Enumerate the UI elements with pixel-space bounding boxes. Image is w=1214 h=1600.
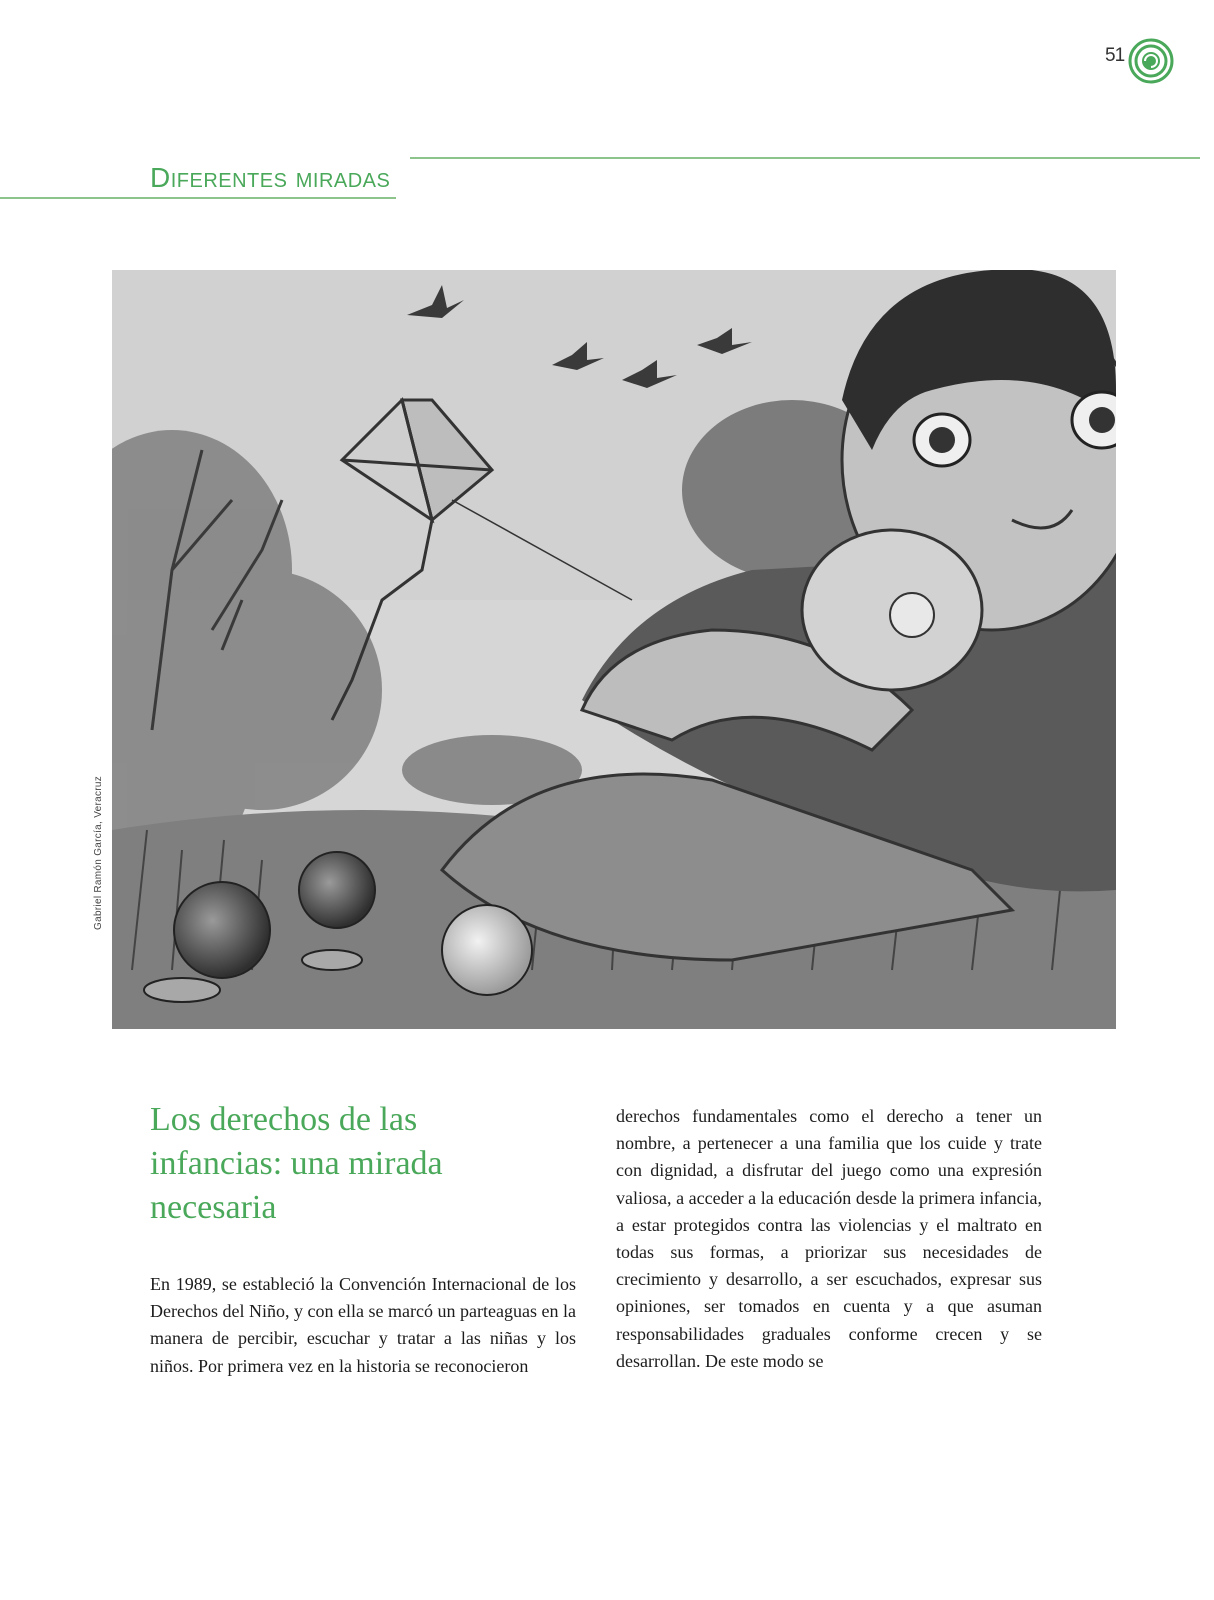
article-column-right (616, 1103, 1042, 1375)
illustration-credit: Gabriel Ramón García, Veracruz (93, 775, 104, 930)
header-rule-top (410, 157, 1200, 159)
page-number: 51 (1105, 45, 1125, 66)
article-column-left (150, 1271, 576, 1380)
header-rule-bottom (0, 197, 396, 199)
paragraph-left: En 1989, se estableció la Convención Internacional de los Derechos del Niño, y con ella se marcó un parteaguas en la manera de percibir, escuchar y tratar a las niñas y los niños. Por primera vez en la historia se reconocieron (150, 1274, 576, 1376)
drawing-svg (112, 270, 1116, 1029)
pencil-drawing-illustration (112, 270, 1116, 1029)
paragraph-right: derechos fundamentales como el derecho a tener un nombre, a pertenecer a una familia que los cuide y trate con dignidad, a disfrutar del juego como una expresión valiosa, a acceder a la educación desde la primera infancia, a estar protegidos contra las violencias y el maltrato en todas sus formas, a priorizar sus necesidades de crecimiento y desarrollo, a ser escuchados, expresar sus opiniones, ser tomados en cuenta y a que asuman responsabilidades graduales conforme crecen y se desarrollan. De este modo se (616, 1106, 1042, 1371)
section-title: Diferentes miradas (150, 162, 391, 193)
article-title: Los derechos de las infancias: una mirada necesaria (150, 1101, 443, 1226)
spiral-logo-icon (1128, 38, 1174, 84)
